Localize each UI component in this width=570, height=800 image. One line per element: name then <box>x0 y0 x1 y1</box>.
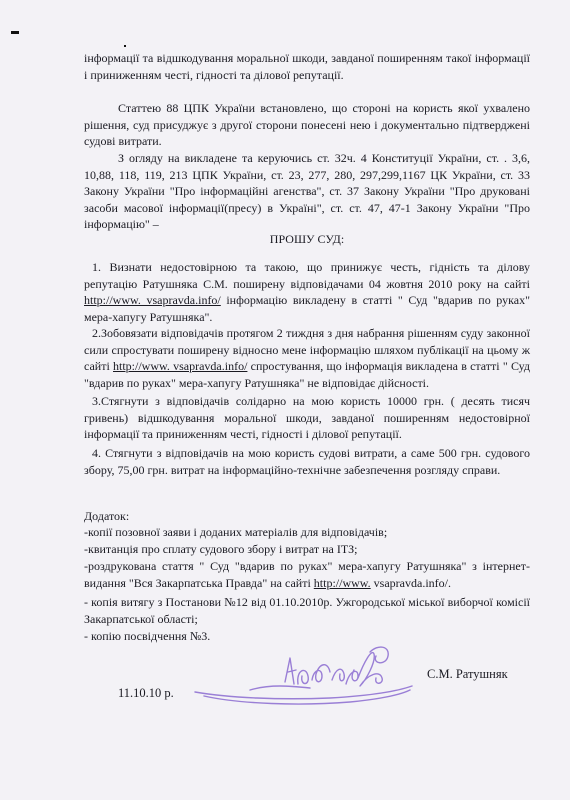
paragraph-legal-basis: З огляду на викладене та керуючись ст. 32ч. 4 Конституції України, ст. . 3,6, 10,88, 118, 119, 213 ЦПК України, ст. 23, 277, 280, 297,299,1167 ЦК України, ст. 33 Закону України "Про інформаційні агенства", ст. 37 Закону України "Про друковані засоби масової інформації(пресу) в Україні", ст. ст. 47, 47-1 Закону України "Про інформацію" – <box>84 151 530 232</box>
handwritten-signature <box>190 640 415 710</box>
request-item-2: 2.Зобовязати відповідачів протягом 2 тиждня з дня набрання рішенням суду законної сили спростувати поширену відносно мене інформацію шляхом публікації на цьому ж сайті http://www. vsapravda.info/ спростування, що інформація викладена в статті " Суд "вдарив по руках" мера-хапугу Ратушняка" не відповідає дійсності. <box>84 326 530 390</box>
attachment-3: -роздрукована стаття " Суд "вдарив по руках" мера-хапугу Ратушняка" з інтернет-видання "Вся Закарпатська Правда" на сайті http://www. vsapravda.info/. <box>84 559 530 590</box>
site-link[interactable]: http://www. vsapravda.info/ <box>84 293 221 308</box>
request-item-1: 1. Визнати недостовірною та такою, що принижує честь, гідність та ділову репутацію Ратушняка С.М. поширену відповідачами 04 жовтня 2010 року на сайті http://www. vsapravda.info/ інформацію викладену в статті " Суд "вдарив по руках" мера-хапугу Ратушняка". <box>84 260 531 324</box>
attachment-5: - копію посвідчення №3. <box>84 629 211 643</box>
site-link[interactable]: http://www. <box>313 575 371 590</box>
attachment-1: -копії позовної заяви і доданих матеріалів для відповідачів; <box>84 525 388 539</box>
signer-name: С.М. Ратушняк <box>427 667 508 681</box>
request-item-4: 4. Стягнути з відповідачів на мою користь судові витрати, а саме 500 грн. судового збору, 75,00 грн. витрат на інформаційно-технічне забезпечення розгляду справи. <box>84 446 530 477</box>
scan-speck <box>124 45 126 47</box>
request-item-3: 3.Стягнути з відповідачів солідарно на мою користь 10000 грн. ( десять тисяч гривень) відшкодування моральної шкоди, завданої поширенням недостовірної інформації та приниженням честі, гідності і ділової репутації. <box>84 394 530 442</box>
site-link[interactable]: http://www. vsapravda.info/ <box>113 359 248 374</box>
paragraph-intro: інформації та відшкодування моральної шкоди, завданої поширенням такої інформації і приниженням честі, гідності та ділової репутації. <box>84 51 530 82</box>
heading-request: ПРОШУ СУД: <box>269 232 345 246</box>
attachment-2: -квитанція про сплату судового збору і витрат на ІТЗ; <box>84 542 358 556</box>
paragraph-article-88: Статтею 88 ЦПК України встановлено, що стороні на користь якої ухвалено рішення, суд присуджує з другої сторони понесені нею і документально підтверджені судові витрати. <box>84 101 530 149</box>
scan-speck <box>11 31 19 34</box>
document-date: 11.10.10 р. <box>118 686 174 700</box>
attachments-title: Додаток: <box>84 509 130 523</box>
attachment-4: - копія витягу з Постанови №12 від 01.10.2010р. Ужгородської міської виборчої комісії Закарпатської області; <box>84 595 530 626</box>
